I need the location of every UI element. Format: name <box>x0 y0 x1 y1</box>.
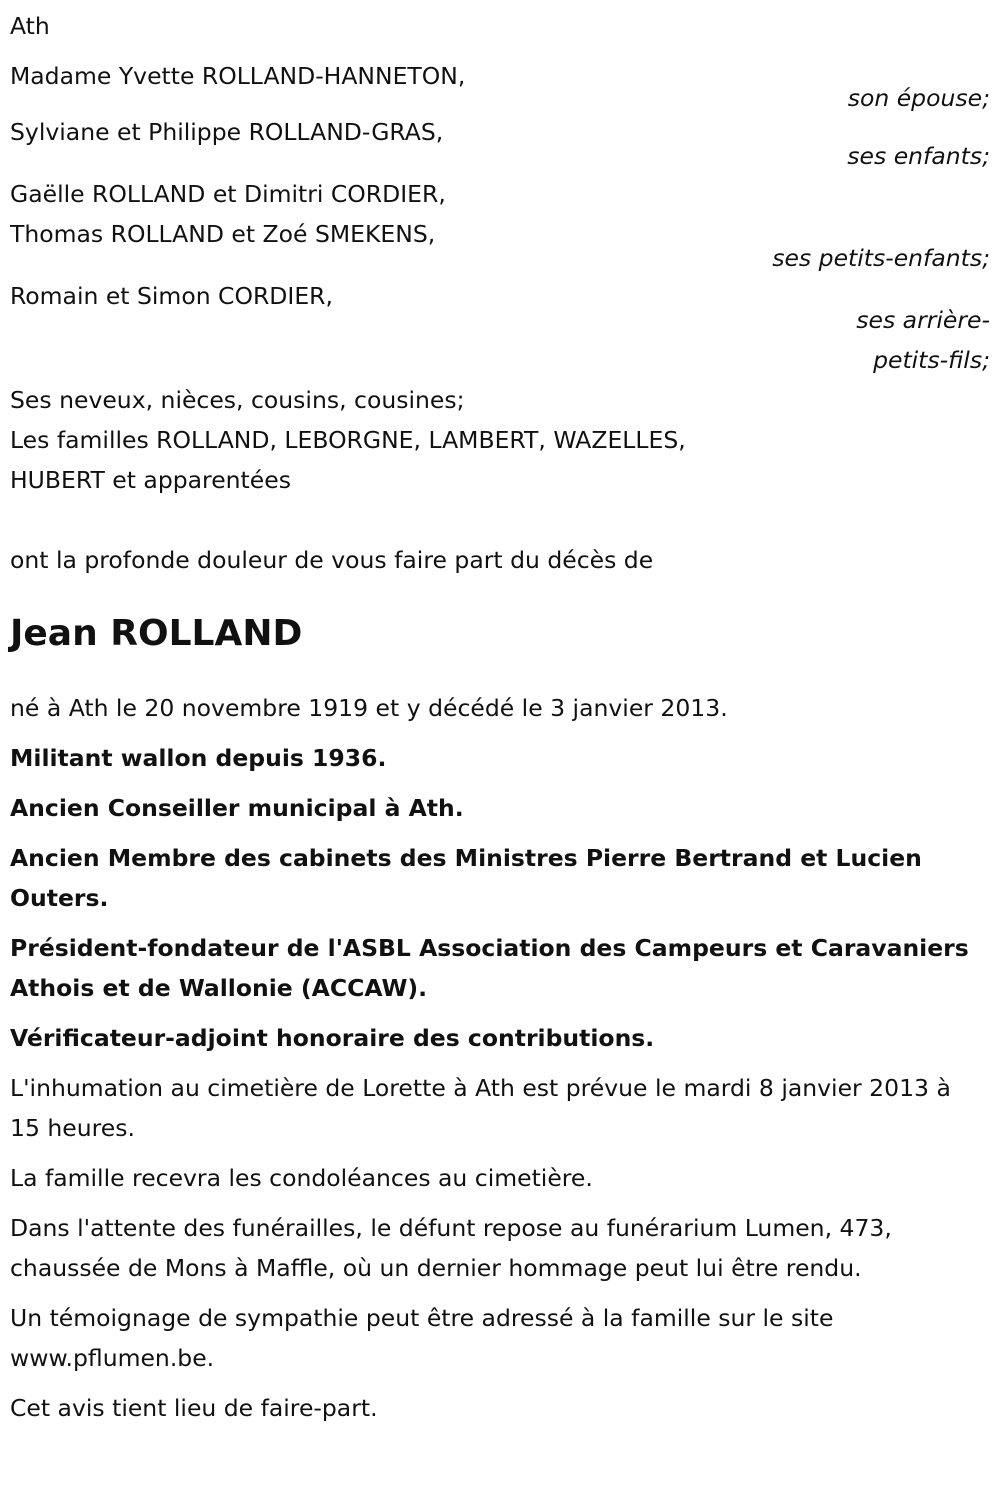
deceased-name: Jean ROLLAND <box>10 613 303 654</box>
place: Ath <box>10 12 50 40</box>
families-line-2: HUBERT et apparentées <box>10 466 291 494</box>
great-grandchildren-name: Romain et Simon CORDIER, <box>10 282 333 310</box>
verifier-line: Vérificateur-adjoint honoraire des contributions. <box>10 1024 655 1052</box>
families-line-1: Les familles ROLLAND, LEBORGNE, LAMBERT, WAZELLES, <box>10 426 686 454</box>
children-name: Sylviane et Philippe ROLLAND-GRAS, <box>10 118 444 146</box>
councillor-line: Ancien Conseiller municipal à Ath. <box>10 794 464 822</box>
great-grandchildren-role-1: ses arrière- <box>856 306 990 334</box>
children-role: ses enfants; <box>847 142 990 170</box>
activist-line: Militant wallon depuis 1936. <box>10 744 387 772</box>
condolences-paragraph: La famille recevra les condoléances au cimetière. <box>10 1164 593 1192</box>
notice-line: Cet avis tient lieu de faire-part. <box>10 1394 378 1422</box>
announcement: ont la profonde douleur de vous faire part du décès de <box>10 546 654 574</box>
cabinet-line: Ancien Membre des cabinets des Ministres Pierre Bertrand et Lucien Outers. <box>10 844 922 912</box>
funerarium-paragraph: Dans l'attente des funérailles, le défunt repose au funérarium Lumen, 473, chaussée de Mons à Maffle, où un dernier hommage peut lui être rendu. <box>10 1214 892 1282</box>
grandchildren-line-1: Gaëlle ROLLAND et Dimitri CORDIER, <box>10 180 446 208</box>
grandchildren-line-2: Thomas ROLLAND et Zoé SMEKENS, <box>10 220 436 248</box>
president-line: Président-fondateur de l'ASBL Association des Campeurs et Caravaniers Athois et de Wallonie (ACCAW). <box>10 934 969 1002</box>
spouse-name: Madame Yvette ROLLAND-HANNETON, <box>10 62 466 90</box>
birth-death-dates: né à Ath le 20 novembre 1919 et y décédé le 3 janvier 2013. <box>10 694 728 722</box>
great-grandchildren-role-2: petits-fils; <box>873 346 990 374</box>
grandchildren-role: ses petits-enfants; <box>772 244 990 272</box>
sympathy-paragraph: Un témoignage de sympathie peut être adressé à la famille sur le site www.pflumen.be. <box>10 1304 834 1372</box>
spouse-role: son épouse; <box>847 84 990 112</box>
burial-paragraph: L'inhumation au cimetière de Lorette à Ath est prévue le mardi 8 janvier 2013 à 15 heures. <box>10 1074 951 1142</box>
relatives-line: Ses neveux, nièces, cousins, cousines; <box>10 386 465 414</box>
